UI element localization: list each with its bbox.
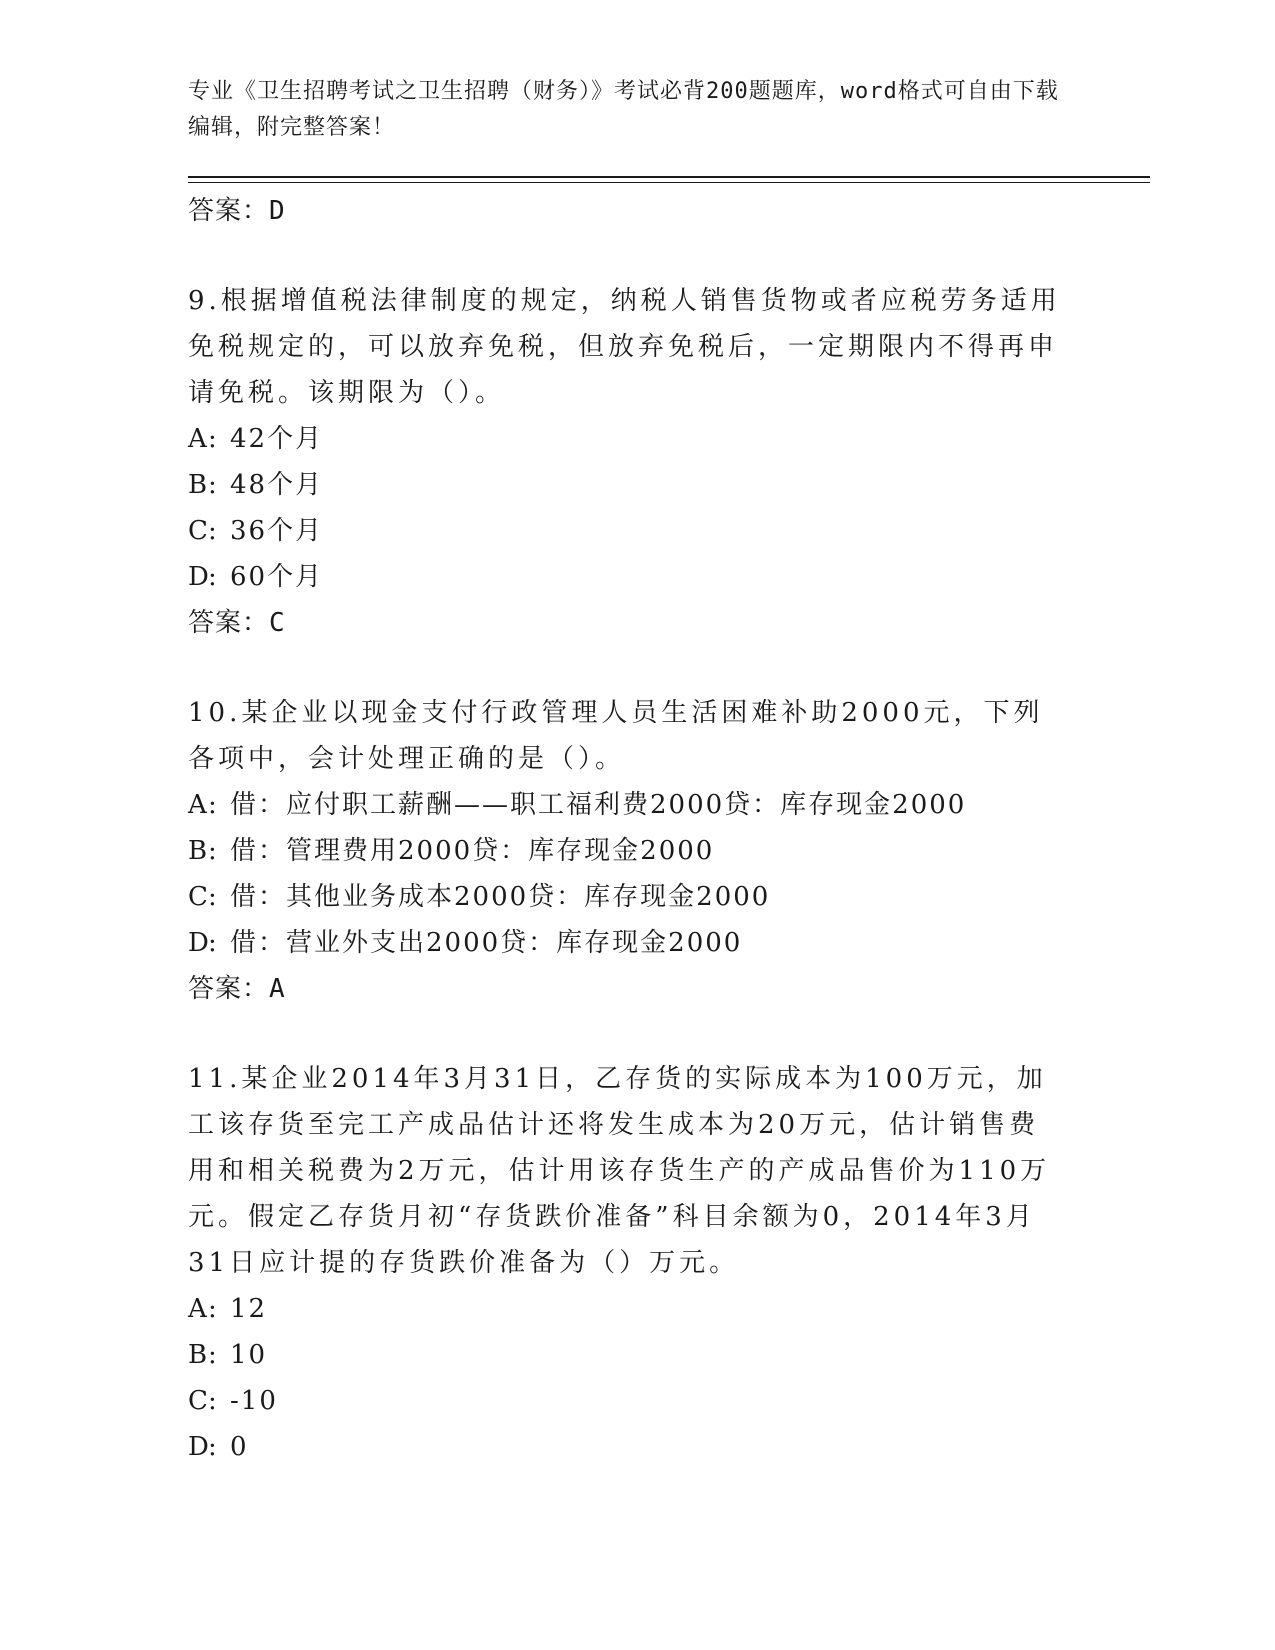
option-sep: : xyxy=(208,1294,219,1324)
document-header: 专业《卫生招聘考试之卫生招聘（财务）》考试必背200题题库，word格式可自由下载编辑，附完整答案！ xyxy=(188,79,1059,140)
option-text: 42个月 xyxy=(230,424,324,454)
option-c xyxy=(188,874,1088,920)
option-letter: D xyxy=(188,562,209,592)
option-letter: C xyxy=(188,882,208,912)
question-answer: 答案：A xyxy=(188,974,286,1004)
option-b xyxy=(188,462,1088,508)
spacer xyxy=(188,234,1088,278)
option-a xyxy=(188,782,1088,828)
option-text: 借：管理费用2000贷：库存现金2000 xyxy=(230,836,715,866)
question-answer: 答案：C xyxy=(188,608,286,638)
option-text: 借：其他业务成本2000贷：库存现金2000 xyxy=(230,882,771,912)
option-text: 借：营业外支出2000贷：库存现金2000 xyxy=(230,928,743,958)
option-text: 10 xyxy=(230,1340,268,1370)
option-a xyxy=(188,416,1088,462)
option-sep: : xyxy=(208,424,219,454)
option-sep: : xyxy=(208,562,219,592)
option-text: 60个月 xyxy=(230,562,324,592)
question-block xyxy=(188,278,1088,646)
option-d xyxy=(188,554,1088,600)
question-block xyxy=(188,1056,1088,1470)
question-stem: 10.某企业以现金支付行政管理人员生活困难补助2000元，下列各项中，会计处理正确的是（）。 xyxy=(188,698,1044,774)
option-sep: : xyxy=(208,1386,219,1416)
option-letter: A xyxy=(188,424,207,454)
option-a xyxy=(188,1286,1088,1332)
option-sep: : xyxy=(208,1432,219,1462)
option-letter: D xyxy=(188,1432,209,1462)
option-c xyxy=(188,508,1088,554)
previous-answer: 答案：D xyxy=(188,196,286,226)
option-letter: C xyxy=(188,516,208,546)
option-sep: : xyxy=(208,882,219,912)
question-stem: 9.根据增值税法律制度的规定，纳税人销售货物或者应税劳务适用免税规定的，可以放弃免税，但放弃免税后，一定期限内不得再申请免税。该期限为（）。 xyxy=(188,286,1061,408)
option-text: -10 xyxy=(230,1386,278,1416)
header-rule-thin xyxy=(188,182,1150,183)
option-sep: : xyxy=(208,928,219,958)
option-text: 借：应付职工薪酬——职工福利费2000贷：库存现金2000 xyxy=(230,790,967,820)
spacer xyxy=(188,646,1088,690)
option-letter: C xyxy=(188,1386,208,1416)
option-letter: A xyxy=(188,1294,207,1324)
option-sep: : xyxy=(208,790,219,820)
option-text: 12 xyxy=(230,1294,268,1324)
spacer xyxy=(188,1012,1088,1056)
option-c xyxy=(188,1378,1088,1424)
option-letter: B xyxy=(188,470,208,500)
option-sep: : xyxy=(208,836,219,866)
option-letter: B xyxy=(188,836,208,866)
option-text: 0 xyxy=(230,1432,249,1462)
option-letter: B xyxy=(188,1340,208,1370)
option-b xyxy=(188,1332,1088,1378)
option-d xyxy=(188,1424,1088,1470)
question-block xyxy=(188,690,1088,1012)
option-text: 48个月 xyxy=(230,470,324,500)
option-letter: D xyxy=(188,928,209,958)
document-body xyxy=(188,188,1088,1470)
option-d xyxy=(188,920,1088,966)
option-b xyxy=(188,828,1088,874)
header-rule-thick xyxy=(188,176,1150,178)
option-sep: : xyxy=(208,1340,219,1370)
option-text: 36个月 xyxy=(230,516,324,546)
option-letter: A xyxy=(188,790,207,820)
option-sep: : xyxy=(208,516,219,546)
question-stem: 11.某企业2014年3月31日，乙存货的实际成本为100万元，加工该存货至完工产成品估计还将发生成本为20万元，估计销售费用和相关税费为2万元，估计用该存货生产的产成品售价为110万元。假定乙存货月初“存货跌价准备”科目余额为0，2014年3月31日应计提的存货跌价准备为（）万元。 xyxy=(188,1064,1051,1278)
option-sep: : xyxy=(208,470,219,500)
